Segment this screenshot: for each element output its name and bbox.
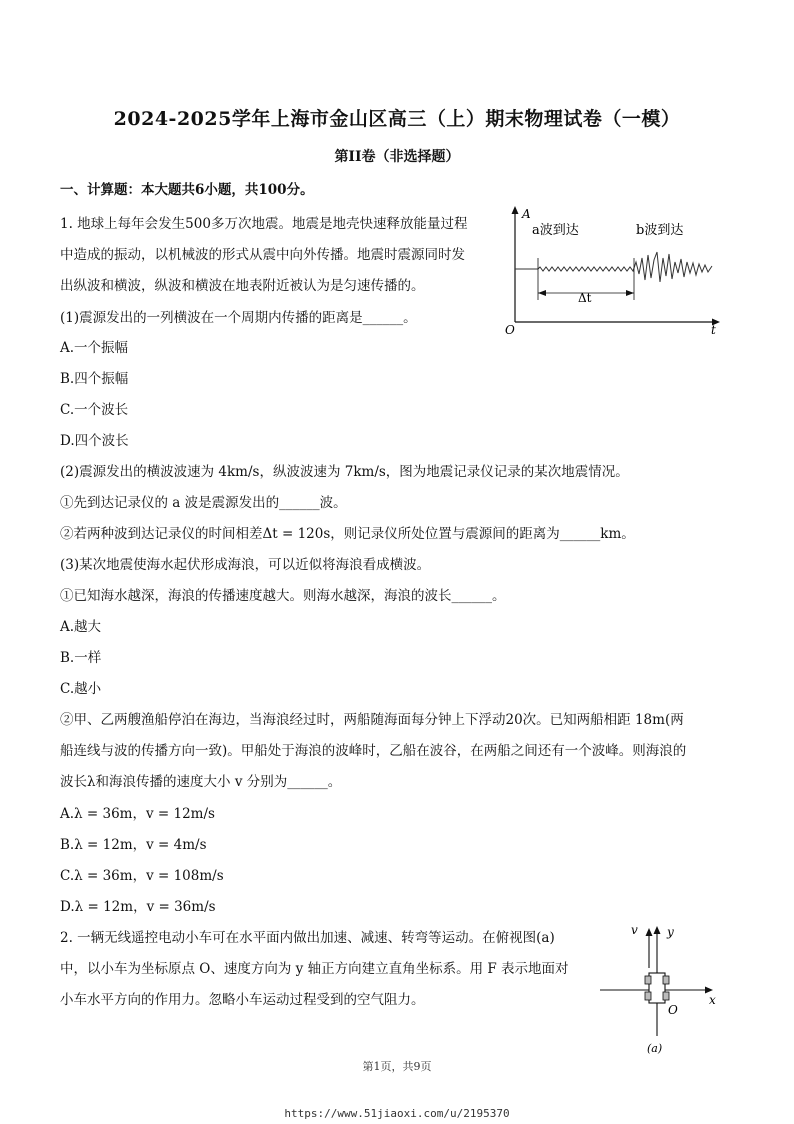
origin-label: O	[505, 323, 515, 335]
page-footer: 第1页，共9页	[362, 1060, 432, 1073]
dt-arrow-right	[626, 290, 634, 296]
q1-part3-b-option: C.λ = 36m，v = 108m/s	[60, 868, 224, 884]
q1-part3-b-line: ②甲、乙两艘渔船停泊在海边，当海浪经过时，两船随海面每分钟上下浮动20次。已知两船相距 18m(两	[60, 712, 684, 728]
q1-part1: (1)震源发出的一列横波在一个周期内传播的距离是______。	[60, 310, 417, 326]
q1-stem-line: 出纵波和横波，纵波和横波在地表附近被认为是匀速传播的。	[60, 278, 425, 294]
q1-part3-b-option: B.λ = 12m，v = 4m/s	[60, 837, 207, 853]
q1-part3-a-option: B.一样	[60, 650, 102, 666]
origin-label: O	[668, 1003, 678, 1017]
car-topview-figure	[595, 918, 725, 1058]
dt-arrow-left	[538, 290, 546, 296]
wheel-icon	[645, 992, 651, 1000]
q1-part3-b-option: A.λ = 36m，v = 12m/s	[60, 806, 215, 822]
q1-part1-option: A.一个振幅	[60, 340, 129, 356]
section-heading: 一、计算题：本大题共6小题，共100分。	[60, 182, 314, 198]
q1-part1-option: D.四个波长	[60, 433, 129, 449]
q2-stem-line: 中，以小车为坐标原点 O、速度方向为 y 轴正方向建立直角坐标系。用 F 表示地面对	[60, 961, 569, 977]
y-label: y	[667, 925, 674, 939]
b-arrival-label: b波到达	[636, 223, 684, 238]
q1-part3-b-option: D.λ = 12m，v = 36m/s	[60, 899, 216, 915]
q1-stem-line: 中造成的振动，以机械波的形式从震中向外传播。地震时震源同时发	[60, 247, 465, 263]
q1-part2-a: ①先到达记录仪的 a 波是震源发出的______波。	[60, 495, 347, 511]
car-body	[649, 973, 665, 1003]
y-axis-arrow	[512, 206, 519, 214]
y-axis-label: A	[522, 207, 531, 221]
x-label: x	[709, 993, 716, 1007]
q1-part1-option: C.一个波长	[60, 402, 129, 418]
q1-part2-b: ②若两种波到达记录仪的时间相差Δt = 120s，则记录仪所处位置与震源间的距离为______km。	[60, 526, 635, 542]
watermark-url: https://www.51jiaoxi.com/u/2195370	[284, 1107, 510, 1120]
a-arrival-label: a波到达	[532, 223, 579, 238]
dt-label: Δt	[578, 291, 592, 305]
figure-caption: (a)	[647, 1042, 663, 1055]
q2-stem-line: 2. 一辆无线遥控电动小车可在水平面内做出加速、减速、转弯等运动。在俯视图(a)	[60, 930, 555, 946]
seismic-trace	[515, 252, 712, 282]
x-axis-label: t	[711, 323, 716, 335]
q1-part3-a-option: C.越小	[60, 681, 102, 697]
q1-stem-line: 1. 地球上每年会发生500多万次地震。地震是地壳快速释放能量过程	[60, 216, 468, 232]
page-subtitle: 第II卷（非选择题）	[334, 149, 460, 165]
velocity-arrow	[646, 928, 653, 936]
q1-part3-b-line: 船连线与波的传播方向一致)。甲船处于海浪的波峰时，乙船在波谷，在两船之间还有一个波峰。则海浪的	[60, 743, 687, 759]
seismograph-figure	[500, 200, 730, 335]
q2-stem-line: 小车水平方向的作用力。忽略小车运动过程受到的空气阻力。	[60, 992, 425, 1008]
page-title: 2024-2025学年上海市金山区高三（上）期末物理试卷（一模）	[113, 108, 681, 130]
y-axis-arrow	[654, 926, 661, 934]
wheel-icon	[663, 992, 669, 1000]
q1-part2: (2)震源发出的横波波速为 4km/s，纵波波速为 7km/s，图为地震记录仪记录的某次地震情况。	[60, 464, 629, 480]
q1-part3-a: ①已知海水越深，海浪的传播速度越大。则海水越深，海浪的波长______。	[60, 588, 506, 604]
wheel-icon	[663, 976, 669, 984]
q1-part3-a-option: A.越大	[60, 619, 102, 635]
q1-part1-option: B.四个振幅	[60, 371, 129, 387]
v-label: v	[631, 923, 638, 937]
q1-part3-b-line: 波长λ和海浪传播的速度大小 v 分别为______。	[60, 774, 342, 790]
wheel-icon	[645, 976, 651, 984]
q1-part3: (3)某次地震使海水起伏形成海浪，可以近似将海浪看成横波。	[60, 557, 431, 573]
